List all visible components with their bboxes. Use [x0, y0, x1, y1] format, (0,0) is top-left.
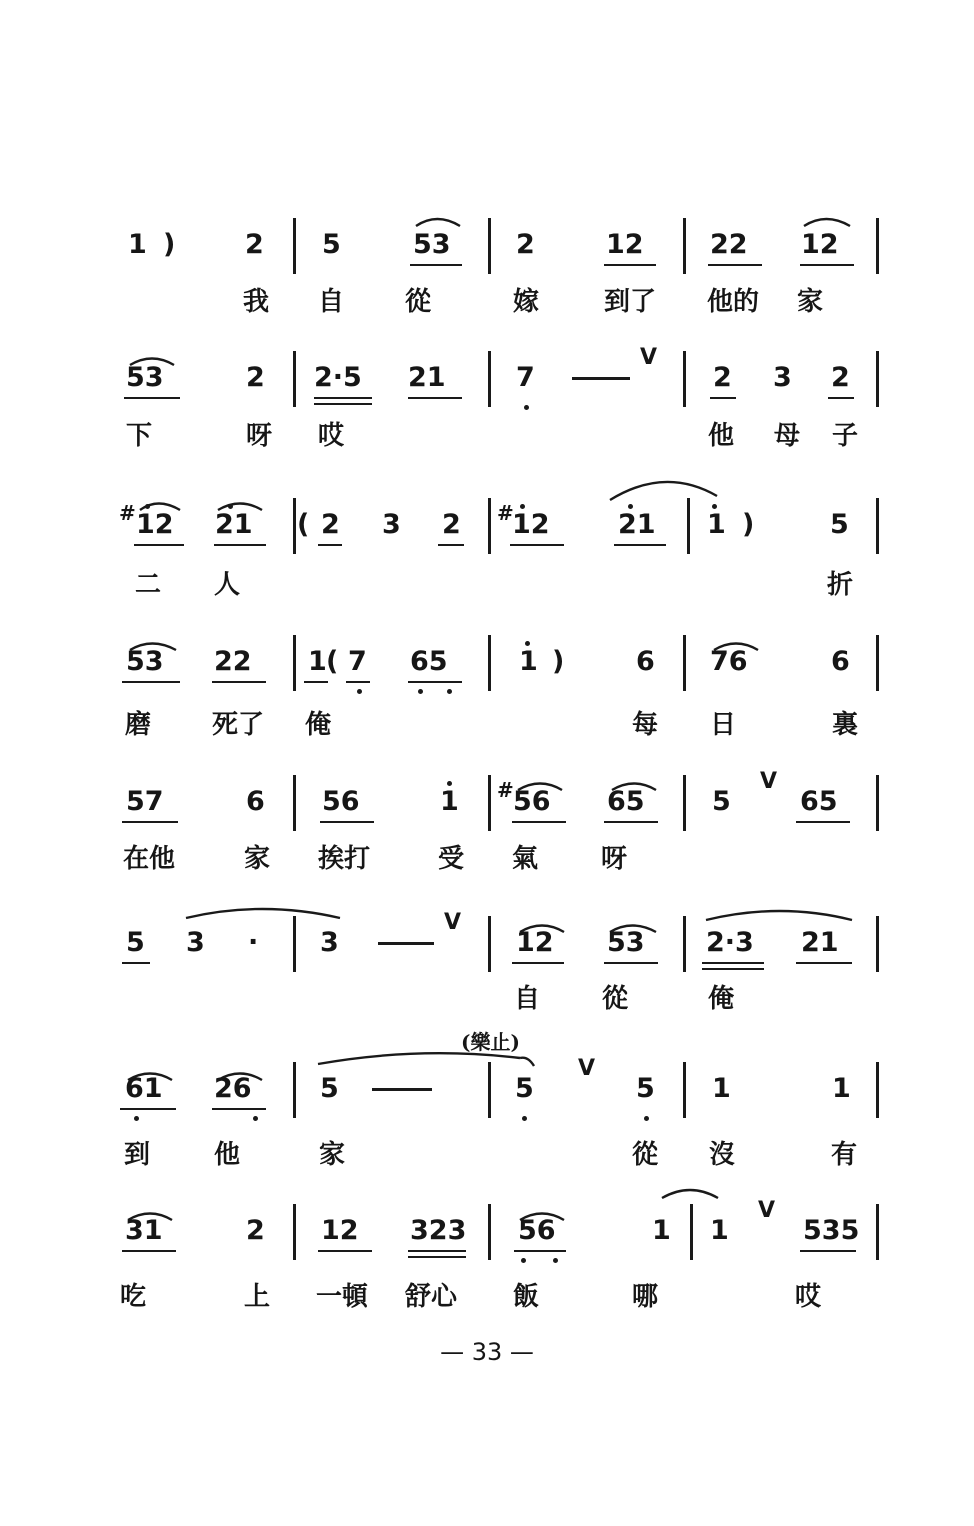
- octave-dot: [628, 504, 633, 509]
- note: 6: [831, 646, 850, 677]
- bar-line: [876, 635, 879, 691]
- duration-underline: [304, 681, 328, 683]
- note: 1: [308, 646, 327, 677]
- page-number: — 33 —: [440, 1338, 534, 1366]
- note: 12: [136, 509, 174, 540]
- octave-dot: [357, 689, 362, 694]
- lyric: 折: [827, 570, 854, 600]
- lyric: 日: [710, 710, 737, 740]
- lyric: 他的: [707, 287, 760, 317]
- note: 6: [636, 646, 655, 677]
- duration-underline: [702, 968, 764, 970]
- note: 53: [126, 646, 164, 677]
- note: 26: [214, 1073, 252, 1104]
- note: 5: [320, 1073, 339, 1104]
- duration-underline: [604, 962, 658, 964]
- duration-underline: [214, 544, 266, 546]
- lyric: 下: [126, 421, 153, 451]
- octave-dot: [644, 1116, 649, 1121]
- duration-underline: [320, 821, 374, 823]
- duration-underline: [514, 1250, 566, 1252]
- bar-line: [488, 635, 491, 691]
- note: #: [497, 501, 514, 525]
- note: 53: [126, 362, 164, 393]
- lyric: 裏: [832, 710, 859, 740]
- duration-underline: [122, 1250, 176, 1252]
- lyric: 死了: [212, 710, 265, 740]
- note: 7: [348, 646, 367, 677]
- bar-line: [876, 916, 879, 972]
- note: 2·3: [706, 927, 754, 958]
- note: 21: [215, 509, 253, 540]
- note: 2: [246, 362, 265, 393]
- note: V: [578, 1056, 596, 1081]
- note: (: [297, 509, 310, 540]
- lyric: 挨打: [318, 844, 371, 874]
- note: 65: [800, 786, 838, 817]
- lyric: 呀: [601, 844, 628, 874]
- lyric: 自: [318, 287, 345, 317]
- bar-line: [488, 916, 491, 972]
- duration-underline: [438, 544, 464, 546]
- note: 21: [408, 362, 446, 393]
- lyric: 俺: [708, 984, 735, 1014]
- duration-underline: [512, 821, 566, 823]
- slur: [804, 219, 850, 226]
- slur: [662, 1190, 718, 1198]
- bar-line: [683, 351, 686, 407]
- duration-underline: [800, 264, 854, 266]
- note: 76: [710, 646, 748, 677]
- lyric: 哎: [318, 421, 345, 451]
- lyric: 哎: [795, 1282, 822, 1312]
- duration-underline: [134, 544, 184, 546]
- lyric: 俺: [305, 710, 332, 740]
- slur: [520, 1058, 534, 1066]
- octave-dot: [145, 504, 150, 509]
- note: 21: [801, 927, 839, 958]
- note: 1: [707, 509, 726, 540]
- duration-underline: [512, 962, 564, 964]
- note: 2: [516, 229, 535, 260]
- duration-underline: [796, 962, 852, 964]
- octave-dot: [253, 1116, 258, 1121]
- bar-line: [876, 351, 879, 407]
- note: 65: [410, 646, 448, 677]
- note: 53: [413, 229, 451, 260]
- note: 5: [830, 509, 849, 540]
- duration-underline: [710, 397, 736, 399]
- lyric: 舒心: [405, 1282, 458, 1312]
- lyric: 二: [135, 570, 162, 600]
- note: 1: [128, 229, 147, 260]
- duration-underline: [314, 403, 372, 405]
- note: 3: [320, 927, 339, 958]
- duration-underline: [828, 397, 854, 399]
- bar-line: [488, 775, 491, 831]
- note: V: [760, 769, 778, 794]
- lyric: 沒: [709, 1140, 736, 1170]
- duration-underline: [604, 264, 656, 266]
- lyric: 有: [831, 1140, 858, 1170]
- lyric: 吃: [120, 1282, 147, 1312]
- note: 3: [382, 509, 401, 540]
- lyric: 嫁: [513, 287, 540, 317]
- extension-dash: [572, 377, 630, 380]
- lyric: 一頓: [316, 1282, 369, 1312]
- duration-underline: [122, 681, 180, 683]
- note: 3: [773, 362, 792, 393]
- note: 12: [516, 927, 554, 958]
- note: 22: [214, 646, 252, 677]
- duration-underline: [410, 264, 462, 266]
- duration-underline: [408, 397, 462, 399]
- bar-line: [488, 1062, 491, 1118]
- duration-underline: [408, 681, 462, 683]
- bar-line: [488, 1204, 491, 1260]
- lyric: 家: [244, 844, 271, 874]
- note: #: [119, 501, 136, 525]
- note: 56: [322, 786, 360, 817]
- note: #: [497, 778, 514, 802]
- note: ·: [248, 927, 259, 958]
- note: 61: [125, 1073, 163, 1104]
- octave-dot: [522, 1116, 527, 1121]
- note: 1: [519, 646, 538, 677]
- octave-dot: [447, 689, 452, 694]
- duration-underline: [702, 962, 764, 964]
- note: 12: [606, 229, 644, 260]
- note: 3: [186, 927, 205, 958]
- lyric: 在他: [123, 844, 176, 874]
- bar-line: [683, 775, 686, 831]
- note: 1: [832, 1073, 851, 1104]
- bar-line: [293, 498, 296, 554]
- bar-line: [876, 498, 879, 554]
- lyric: 家: [319, 1140, 346, 1170]
- note: 5: [712, 786, 731, 817]
- bar-line: [293, 635, 296, 691]
- bar-line: [690, 1204, 693, 1260]
- bar-line: [683, 1062, 686, 1118]
- lyric: 哪: [632, 1282, 659, 1312]
- bar-line: [683, 916, 686, 972]
- note: 5: [515, 1073, 534, 1104]
- note: ): [552, 646, 565, 677]
- duration-underline: [800, 1250, 856, 1252]
- lyric: 子: [832, 421, 859, 451]
- note: 65: [607, 786, 645, 817]
- duration-underline: [122, 962, 150, 964]
- duration-underline: [346, 681, 370, 683]
- extension-dash: [372, 1088, 432, 1091]
- octave-dot: [520, 504, 525, 509]
- note: 7: [516, 362, 535, 393]
- bar-line: [293, 351, 296, 407]
- note: (: [326, 646, 339, 677]
- note: 5: [636, 1073, 655, 1104]
- octave-dot: [524, 405, 529, 410]
- bar-line: [876, 1204, 879, 1260]
- bar-line: [488, 498, 491, 554]
- note: 12: [801, 229, 839, 260]
- note: ): [742, 509, 755, 540]
- duration-underline: [796, 821, 850, 823]
- lyric: 從: [632, 1140, 659, 1170]
- note: 2: [246, 1215, 265, 1246]
- note: 1: [652, 1215, 671, 1246]
- lyric: 每: [632, 710, 659, 740]
- lyric: 自: [514, 984, 541, 1014]
- note: 56: [513, 786, 551, 817]
- lyric: 從: [405, 287, 432, 317]
- lyric: 母: [774, 421, 801, 451]
- bar-line: [687, 498, 690, 554]
- bar-line: [488, 218, 491, 274]
- note: 2: [713, 362, 732, 393]
- duration-underline: [314, 397, 372, 399]
- note: V: [758, 1198, 776, 1223]
- note: 12: [512, 509, 550, 540]
- note: 1: [710, 1215, 729, 1246]
- lyric: 他: [214, 1140, 241, 1170]
- bar-line: [293, 1204, 296, 1260]
- slur: [416, 219, 460, 226]
- note: 2: [321, 509, 340, 540]
- duration-underline: [122, 821, 178, 823]
- octave-dot: [228, 504, 233, 509]
- bar-line: [876, 775, 879, 831]
- slur: [706, 911, 852, 920]
- note: 2: [245, 229, 264, 260]
- lyric: 磨: [125, 710, 152, 740]
- duration-underline: [708, 264, 762, 266]
- lyric: 呀: [246, 421, 273, 451]
- duration-underline: [318, 1250, 372, 1252]
- slur: [186, 909, 340, 918]
- lyric: 飯: [513, 1282, 540, 1312]
- octave-dot: [553, 1258, 558, 1263]
- note: 21: [618, 509, 656, 540]
- note: 2·5: [314, 362, 362, 393]
- duration-underline: [614, 544, 666, 546]
- duration-underline: [318, 544, 342, 546]
- bar-line: [293, 916, 296, 972]
- bar-line: [683, 218, 686, 274]
- octave-dot: [134, 1116, 139, 1121]
- note: 6: [246, 786, 265, 817]
- performance-annotation: (樂止): [461, 1030, 520, 1054]
- lyric: 氣: [512, 844, 539, 874]
- octave-dot: [521, 1258, 526, 1263]
- slur: [610, 482, 717, 500]
- duration-underline: [124, 397, 180, 399]
- lyric: 我: [243, 287, 270, 317]
- duration-underline: [408, 1256, 466, 1258]
- note: 57: [126, 786, 164, 817]
- lyric: 到: [124, 1140, 151, 1170]
- bar-line: [293, 775, 296, 831]
- lyric: 家: [797, 287, 824, 317]
- lyric: 人: [214, 570, 241, 600]
- note: 22: [710, 229, 748, 260]
- note: 31: [125, 1215, 163, 1246]
- lyric: 他: [708, 421, 735, 451]
- bar-line: [683, 635, 686, 691]
- note: V: [640, 345, 658, 370]
- note: 535: [803, 1215, 860, 1246]
- note: ): [163, 229, 176, 260]
- duration-underline: [604, 821, 658, 823]
- duration-underline: [120, 1108, 176, 1110]
- extension-dash: [378, 942, 434, 945]
- octave-dot: [447, 781, 452, 786]
- duration-underline: [212, 681, 266, 683]
- bar-line: [876, 1062, 879, 1118]
- note: V: [444, 910, 462, 935]
- duration-underline: [510, 544, 564, 546]
- bar-line: [293, 218, 296, 274]
- lyric: 到了: [604, 287, 657, 317]
- bar-line: [488, 351, 491, 407]
- note: 2: [831, 362, 850, 393]
- bar-line: [293, 1062, 296, 1118]
- note: 1: [440, 786, 459, 817]
- bar-line: [876, 218, 879, 274]
- lyric: 上: [244, 1282, 271, 1312]
- note: 2: [442, 509, 461, 540]
- note: 53: [607, 927, 645, 958]
- note: 12: [321, 1215, 359, 1246]
- octave-dot: [525, 641, 530, 646]
- octave-dot: [712, 504, 717, 509]
- note: 323: [410, 1215, 467, 1246]
- duration-underline: [212, 1108, 266, 1110]
- duration-underline: [408, 1250, 466, 1252]
- lyric: 從: [602, 984, 629, 1014]
- note: 5: [322, 229, 341, 260]
- octave-dot: [418, 689, 423, 694]
- note: 1: [712, 1073, 731, 1104]
- note: 56: [518, 1215, 556, 1246]
- note: 5: [126, 927, 145, 958]
- lyric: 受: [438, 844, 465, 874]
